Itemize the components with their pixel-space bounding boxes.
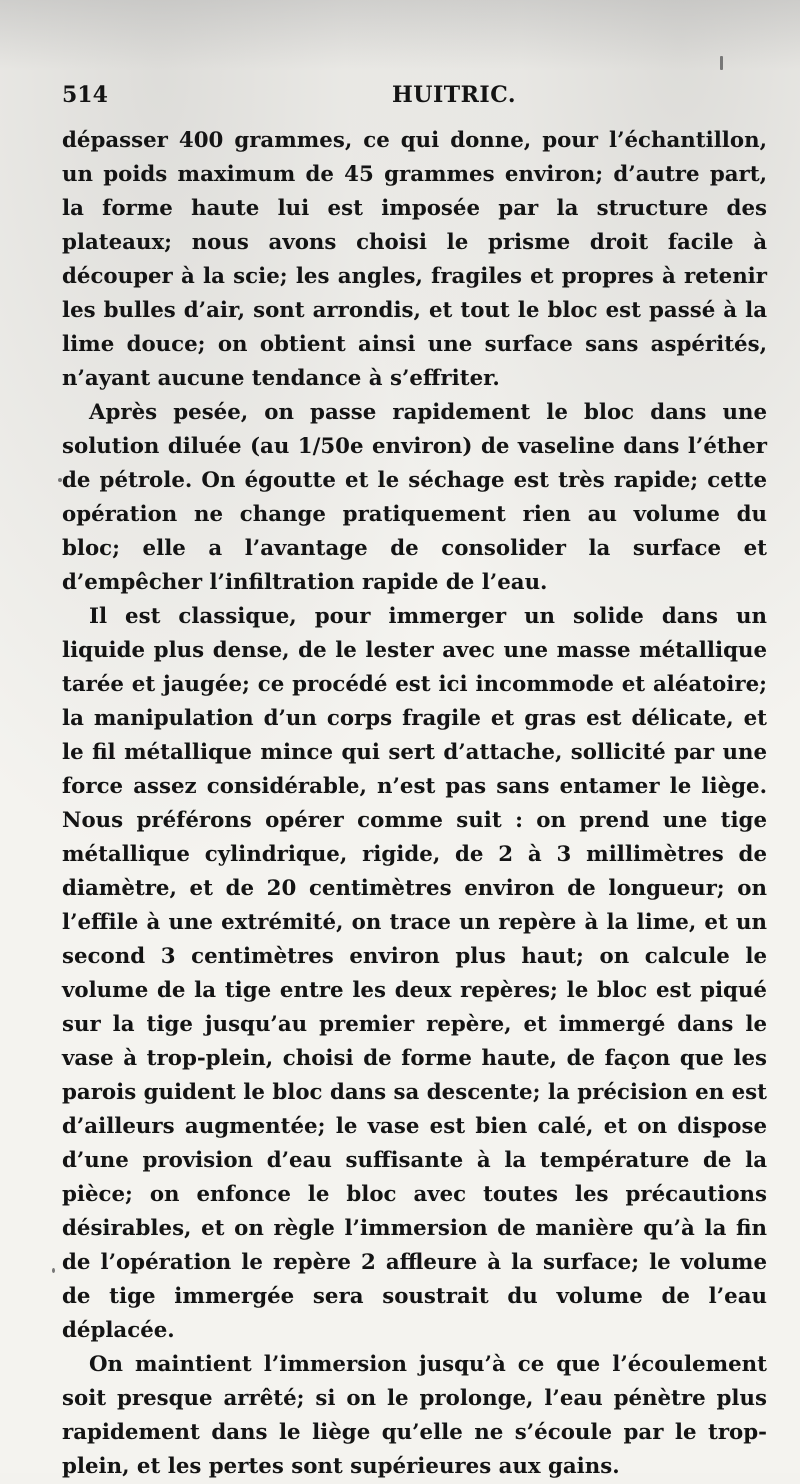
scan-speck [720,56,723,70]
page-header [62,82,762,114]
paragraph-4: On maintient l’immersion jusqu’à ce que l’écoulement soit presque arrêté; si on le prolonge, l’eau pénètre plus rapidement dans le liège qu’elle ne s’écoule par le trop-plein, et les pertes sont supérieures aux gains. [62,1352,767,1479]
paragraph-3: Il est classique, pour immerger un solide dans un liquide plus dense, de le lester avec une masse métallique tarée et jaugée; ce procédé est ici incommode et aléatoire; la manipulation d’un corps fragile et gras est délicate, et le fil métallique mince qui sert d’attache, sollicité par une force assez considérable, n’est pas sans entamer le liège. Nous préférons opérer comme suit : on prend une tige métallique cylindrique, rigide, de 2 à 3 millimètres de diamètre, et de 20 centimètres environ de longueur; on l’effile à une extrémité, on trace un repère à la lime, et un second 3 centimètres environ plus haut; on calcule le volume de la tige entre les deux repères; le bloc est piqué sur la tige jusqu’au premier repère, et immergé dans le vase à trop-plein, choisi de forme haute, de façon que les parois guident le bloc dans sa descente; la précision en est d’ailleurs augmentée; le vase est bien calé, et on dispose d’une provision d’eau suffisante à la température de la pièce; on enfonce le bloc avec toutes les précautions désirables, et on règle l’immersion de manière qu’à la fin de l’opération le repère 2 affleure à la surface; le volume de tige immergée sera soustrait du volume de l’eau déplacée. [62,604,767,1343]
paragraph-2: Après pesée, on passe rapidement le bloc dans une solution diluée (au 1/50e environ) de vaseline dans l’éther de pétrole. On égoutte et le séchage est très rapide; cette opération ne change pratiquement rien au volume du bloc; elle a l’avantage de consolider la surface et d’empêcher l’infiltration rapide de l’eau. [62,400,767,595]
scan-speck [52,1268,55,1273]
running-head: HUITRIC. [392,82,516,108]
scan-shadow [0,0,800,70]
paragraph-1: dépasser 400 grammes, ce qui donne, pour l’échantillon, un poids maximum de 45 grammes environ; d’autre part, la forme haute lui est imposée par la structure des plateaux; nous avons choisi le prisme droit facile à découper à la scie; les angles, fragiles et propres à retenir les bulles d’air, sont arrondis, et tout le bloc est passé à la lime douce; on obtient ainsi une surface sans aspérités, n’ayant aucune tendance à s’effriter. [62,128,767,391]
body-text [62,124,767,1484]
page-number: 514 [62,82,108,108]
scan-speck [58,478,62,482]
